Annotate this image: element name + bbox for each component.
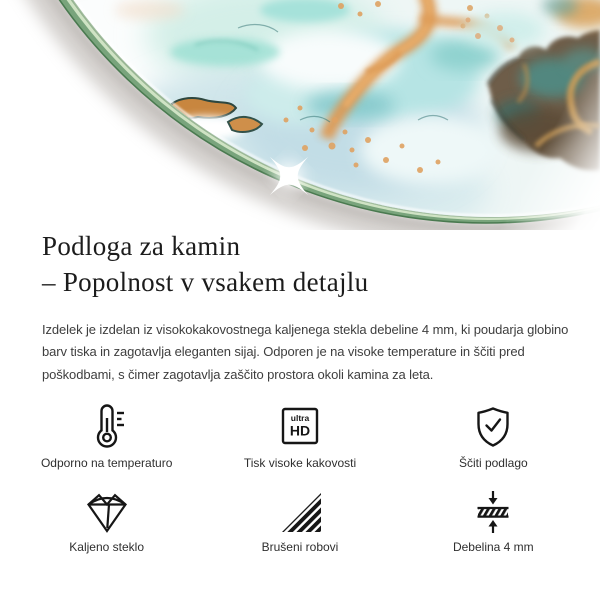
thickness-icon	[470, 488, 516, 534]
feature-protects-surface	[397, 400, 590, 470]
feature-icon-wrap	[277, 484, 323, 538]
feature-label: Kaljeno steklo	[69, 540, 145, 554]
product-hero-image	[0, 0, 600, 230]
thermometer-icon	[84, 404, 130, 450]
product-description: Izdelek je izdelan iz visokokakovostnega kaljenega stekla debeline 4 mm, ki poudarja globino barv tiska in zagotavlja eleganten sijaj. Odporen je na visoke temperature in ščiti pred poškodbami, s čimer zagotavlja zaščito prostora okoli kamina za leta.	[42, 322, 569, 382]
feature-label: Ščiti podlago	[458, 456, 528, 470]
svg-text:ultra: ultra	[290, 413, 310, 423]
features-grid	[10, 400, 590, 554]
ultra-hd-icon	[277, 404, 323, 450]
feature-label: Odporno na temperaturo	[40, 456, 173, 470]
white-fade-overlay	[0, 0, 600, 230]
polished-edges-icon	[277, 488, 323, 534]
feature-print-quality	[203, 400, 396, 470]
feature-label: Brušeni robovi	[261, 540, 339, 554]
feature-polished-edges	[203, 484, 396, 554]
feature-icon-wrap	[84, 484, 130, 538]
title-line-1: Podloga za kamin	[42, 231, 241, 261]
feature-label: Tisk visoke kakovosti	[243, 456, 357, 470]
feature-thickness	[397, 484, 590, 554]
page-title	[42, 228, 368, 300]
diamond-icon	[84, 488, 130, 534]
feature-icon-wrap	[470, 484, 516, 538]
feature-icon-wrap	[84, 400, 130, 454]
feature-icon-wrap	[277, 400, 323, 454]
feature-label: Debelina 4 mm	[452, 540, 534, 554]
feature-icon-wrap	[470, 400, 516, 454]
feature-heat-resistant	[10, 400, 203, 470]
feature-tempered-glass	[10, 484, 203, 554]
shield-check-icon	[470, 404, 516, 450]
svg-text:HD: HD	[289, 422, 311, 439]
glass-pad-illustration	[0, 0, 600, 230]
title-line-2: – Popolnost v vsakem detajlu	[42, 267, 369, 297]
